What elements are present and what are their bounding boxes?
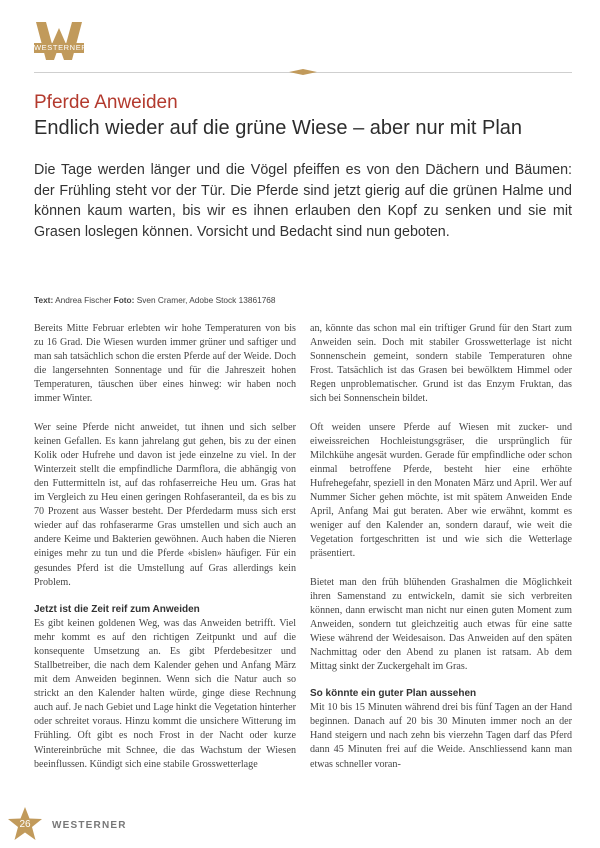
- paragraph: Wer seine Pferde nicht anweidet, tut ihnen und sich selber keinen Gefallen. Es kann jahrelang gut gehen, bis zu der einen Kolik oder Hufrehe und davon ist jede einzelne zu viel. In der Winterzeit stellt die empfindliche Darmflora, die abhängig von den Futtermitteln ist, auf das rohfaserreiche Heu um. Gras hat im Vergleich zu Heu einen geringen Rohfaseranteil, da es bis zu 70 Prozent aus Wasser besteht. Der Pferdedarm muss sich erst wieder auf das rohfaserarme Gras umstellen und sich auch an andere Keime und Bakterien gewöhnen. Auch haben die Nieren einiges mehr zu tun und die Pferde «bislen» häufiger. Für ein gesundes Pferd ist die Umstellung auf Gras allerdings kein Problem.: [34, 421, 296, 588]
- paragraph: Bereits Mitte Februar erlebten wir hohe Temperaturen von bis zu 16 Grad. Die Wiesen wurden immer grüner und saftiger und man sah tatsächlich schon die ersten Pferde auf der Weide. Doch die langersehnten Sonnentage und für die Jahreszeit hohen Temperaturen, täuschen über eines hinweg: wir haben noch immer Winter.: [34, 323, 296, 405]
- article-lead: Die Tage werden länger und die Vögel pfeiffen es von den Dächern und Bäumen: der Frühling steht vor der Tür. Die Pferde sind jetzt gierig auf die grünen Halme und können kaum warten, bis wir es ihnen erlauben den Kopf zu senken und sie mit Grasen loslegen können. Vorsicht und Bedacht sind nun geboten.: [34, 162, 572, 240]
- credit-text-author: Andrea Fischer: [55, 295, 112, 305]
- subheading: So könnte ein guter Plan aussehen: [310, 688, 477, 700]
- paragraph: Es gibt keinen goldenen Weg, was das Anweiden betrifft. Viel mehr kommt es auf den richtigen Zeitpunkt und auf die konsequente Umsetzung an. Es gibt Pferdebesitzer und Stallbetreiber, die nach dem Kalender gehen und Anfang März mit dem Anweiden beginnen. Wenn sich die Natur auch so strickt an den Kalender halten würde, ginge diese Rechnung auch auf. Je nach Gebiet und Lage hinkt die Vegetation hinterher oder schreitet voraus. Hinzu kommt die unsichere Witterung im Frühling. Oft gibt es noch Frost in der Nacht oder kurze Wintereinbrüche mit Schnee, die das Wachstum der Wiesen beeinflussen. Kündigt sich eine stabile Grosswetterlage: [34, 617, 296, 770]
- credit-foto-source: Sven Cramer, Adobe Stock 13861768: [136, 295, 276, 305]
- divider-ornament-icon: [289, 69, 317, 75]
- footer-brand: WESTERNER: [52, 820, 127, 831]
- body-column-right: [310, 322, 572, 772]
- paragraph: an, könnte das schon mal ein triftiger Grund für den Start zum Anweiden sein. Doch mit stabiler Grosswetterlage ist nicht Sonnenschein gemeint, sondern stabile Temperaturen ohne Frost. Tatsächlich ist das Grasen bei bewölktem Himmel oder Regen unproblematischer. Grund ist das Enzym Fruktan, das sich bei Sonnenschein bildet.: [310, 323, 572, 405]
- w-logo-icon: [34, 22, 88, 62]
- page-number: 26: [19, 819, 31, 830]
- article-kicker: Pferde Anweiden: [34, 92, 178, 113]
- paragraph: Bietet man den früh blühenden Grashalmen die Möglichkeit ihren Samenstand zu entwickeln, damit sie sich verbreiten können, dann erwischt man nicht nur einen guten Moment zum Anweiden, sondern tut gleichzeitig auch etwas für eine satte Wiese während der Weidesaison. Das Anweiden auf den späten Nachmittag oder den Abend zu planen ist ratsam. Ab dem Mittag sinkt der Zuckergehalt im Gras.: [310, 576, 572, 673]
- logo-label: WESTERNER: [34, 43, 88, 52]
- article-headline: Endlich wieder auf die grüne Wiese – aber nur mit Plan: [34, 117, 523, 139]
- credit-foto-label: Foto:: [113, 295, 135, 305]
- paragraph: Oft weiden unsere Pferde auf Wiesen mit zucker- und eiweissreichen Hochleistungsgräser, die ursprünglich für Milchkühe angesät wurden. Gerade für empfindliche oder schon einmal betroffene Pferde, besteht hier eine erhöhte Hufrehegefahr, speziell in den Monaten März und April. Wer auf Nummer Sicher gehen möchte, ist mit spätem Anweiden Ende April, Anfang Mai gut beraten. Aber wie erwähnt, kommt es weniger auf den Kalender an, sondern darauf, wie weit die Vegetation fortgeschritten ist und wie sich die Wetterlage präsentiert.: [310, 421, 572, 560]
- article-credits: [34, 295, 276, 305]
- westerner-logo: [34, 22, 88, 62]
- subheading: Jetzt ist die Zeit reif zum Anweiden: [34, 603, 200, 615]
- body-column-left: [34, 322, 296, 772]
- paragraph: Mit 10 bis 15 Minuten während drei bis fünf Tagen an der Hand beginnen. Danach auf 20 bis 30 Minuten immer noch an der Hand steigern und nach zehn bis vierzehn Tagen darf das Pferd dann 45 Minuten frei auf die Weide. Anschliessend kann man etwas schneller voran-: [310, 702, 572, 770]
- credit-text-label: Text:: [34, 295, 54, 305]
